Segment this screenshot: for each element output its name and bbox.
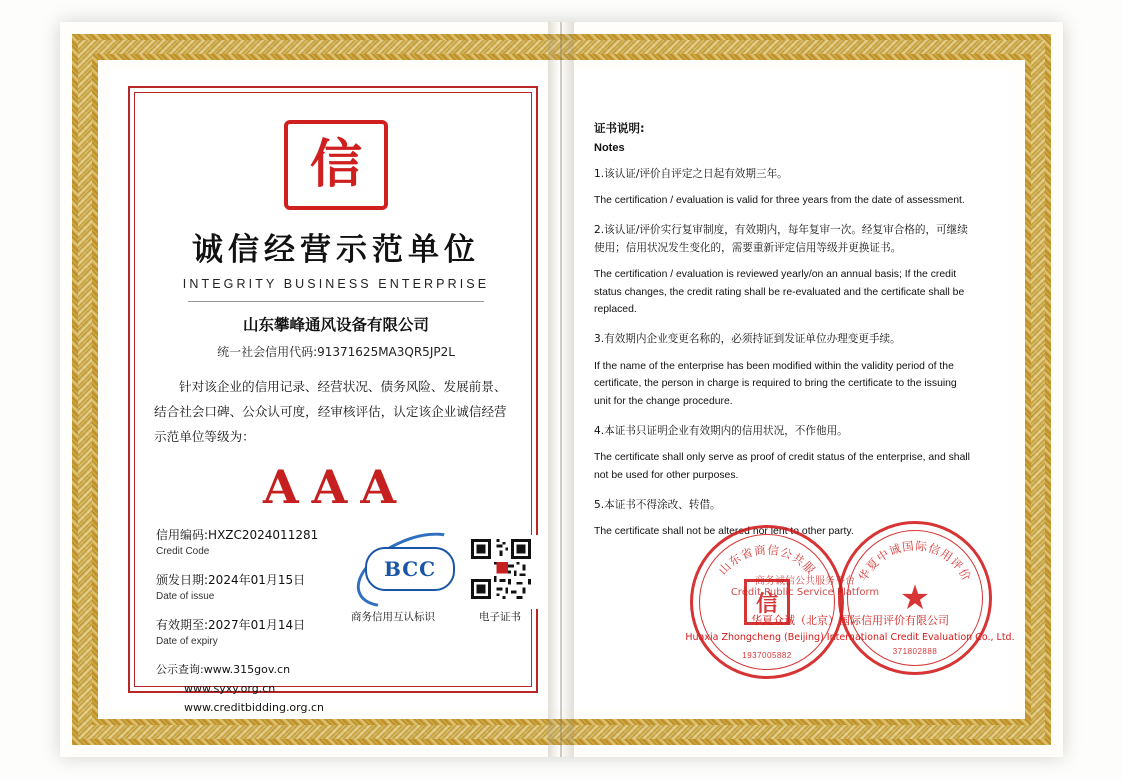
note-4-en: The certificate shall only serve as proof of credit status of the enterprise, and shall not be used for other purposes.	[594, 452, 970, 481]
note-2-en: The certification / evaluation is reviewed yearly/on an annual basis; If the credit status changes, the credit rating shall be re-evaluated and the certificate shall be replaced.	[594, 269, 965, 316]
note-1-cn: 1.该认证/评价自评定之日起有效期三年。	[594, 168, 788, 180]
notes-heading-cn: 证书说明:	[594, 121, 645, 135]
note-3-cn: 3.有效期内企业变更名称的，必须持证到发证单位办理变更手续。	[594, 333, 901, 346]
note-5-en: The certificate shall not be altered nor lent to other party.	[594, 526, 854, 537]
certificate-body-text: 针对该企业的信用记录、经营状况、债务风险、发展前景、结合社会口碑、公众认可度，经审核评估，认定该企业诚信经营示范单位等级为：	[154, 379, 507, 445]
official-stamp-right	[838, 521, 992, 675]
platform-name	[700, 572, 910, 598]
note-2-cn: 2.该认证/评价实行复审制度，有效期内，每年复审一次。经复审合格的，可继续使用；信用状况发生变化的，需要重新评定信用等级并更换证书。	[594, 224, 968, 254]
field-date-of-expiry	[150, 616, 522, 647]
stamp-left-code: 1937005882	[742, 651, 792, 660]
stamp-left-arc-label: 山东省商信公共服	[715, 542, 819, 578]
field-date-of-issue-label: Date of issue	[156, 590, 215, 602]
stamp-right-code: 371802888	[892, 647, 938, 656]
badge-caption-electronic-certificate: 电子证书	[479, 611, 521, 623]
note-4-cn: 4.本证书只证明企业有效期内的信用状况，不作他用。	[594, 424, 848, 437]
unified-social-credit-code: 统一社会信用代码:91371625MA3QR5JP2L	[217, 345, 455, 359]
platform-name-cn: 商务诚信公共服务平台	[755, 576, 855, 587]
bcc-badge: BCC	[365, 547, 455, 591]
note-5-cn: 5.本证书不得涂改、转借。	[594, 498, 721, 511]
title-divider	[188, 301, 484, 302]
field-date-of-expiry-label: Date of expiry	[156, 635, 218, 647]
query-link-2[interactable]: www.syxy.org.cn	[184, 681, 276, 695]
issuer-caption	[640, 612, 1060, 643]
field-date-of-expiry-value: 有效期至:2027年01月14日	[156, 617, 306, 632]
right-page-notes	[594, 120, 974, 541]
stamp-right-star-icon: ★	[899, 579, 931, 617]
certificate-title-en: INTEGRITY BUSINESS ENTERPRISE	[182, 277, 490, 291]
credit-grade: AAA	[262, 459, 410, 514]
notes-heading-en: Notes	[594, 142, 625, 154]
note-3-en: If the name of the enterprise has been modified within the validity period of the certificate, the person in charge is required to bring the certificate to the issuing unit for the change procedure.	[594, 360, 957, 407]
issuer-name-en: Huaxia Zhongcheng (Beijing) International Credit Evaluation Co., Ltd.	[685, 632, 1015, 643]
certificate-title-cn: 诚信经营示范单位	[192, 232, 480, 268]
query-link-1[interactable]: 公示查询:www.315gov.cn	[156, 662, 291, 676]
field-credit-code-value: 信用编码:HXZC2024011281	[156, 527, 319, 542]
issuer-name-cn: 华夏众诚（北京）国际信用评价有限公司	[751, 614, 949, 627]
stamp-left-chop-glyph: 信	[744, 579, 790, 625]
platform-name-en: Credit Public Service Platform	[730, 587, 880, 598]
query-link-3[interactable]: www.creditbidding.org.cn	[184, 701, 324, 715]
seal-logo-icon: 信	[284, 120, 388, 210]
qr-code-icon[interactable]	[467, 535, 541, 609]
field-date-of-issue-value: 颁发日期:2024年01月15日	[156, 572, 306, 587]
book-fold-line	[560, 22, 562, 757]
official-stamp-left	[690, 525, 844, 679]
badge-caption-mutual-recognition: 商务信用互认标识	[351, 611, 435, 623]
company-name: 山东攀峰通风设备有限公司	[242, 316, 429, 334]
field-credit-code-label: Credit Code	[156, 545, 210, 557]
stamp-right-arc-label: 华夏中诚国际信用评价	[855, 538, 975, 584]
public-query-links	[150, 660, 522, 718]
note-1-en: The certification / evaluation is valid for three years from the date of assessment.	[594, 195, 965, 207]
